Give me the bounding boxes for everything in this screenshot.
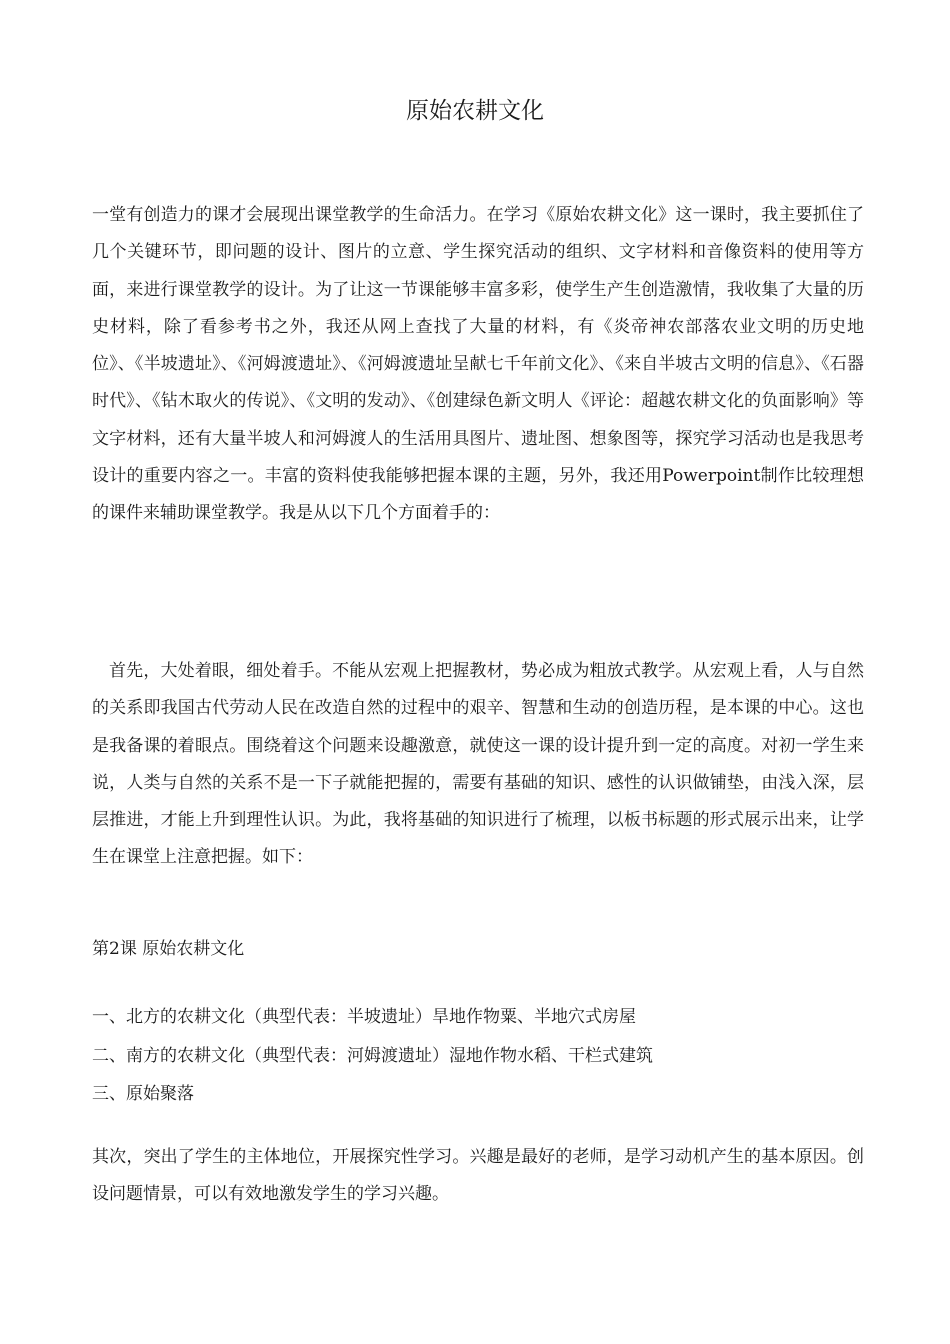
- lesson-heading: 第2课 原始农耕文化: [92, 939, 245, 959]
- document-title: 原始农耕文化: [406, 98, 544, 124]
- outline-item-2: 二、南方的农耕文化（典型代表：河姆渡遗址）湿地作物水稻、干栏式建筑: [92, 1045, 653, 1066]
- paragraph-second-point: 其次，突出了学生的主体地位，开展探究性学习。兴趣是最好的老师，是学习动机产生的基本原因。创设问题情景，可以有效地激发学生的学习兴趣。: [92, 1147, 864, 1205]
- outline-item-3: 三、原始聚落: [92, 1084, 194, 1104]
- lesson-outline: [92, 998, 653, 1114]
- paragraph-intro: 一堂有创造力的课才会展现出课堂教学的生命活力。在学习《原始农耕文化》这一课时，我主要抓住了几个关键环节，即问题的设计、图片的立意、学生探究活动的组织、文字材料和音像资料的使用等方面，来进行课堂教学的设计。为了让这一节课能够丰富多彩，使学生产生创造激情，我收集了大量的历史材料，除了看参考书之外，我还从网上查找了大量的材料，有《炎帝神农部落农业文明的历史地位》、《半坡遗址》、《河姆渡遗址》、《河姆渡遗址呈献七千年前文化》、《来自半坡古文明的信息》、《石器时代》、《钻木取火的传说》、《文明的发动》、《创建绿色新文明人《评论：超越农耕文化的负面影响》等文字材料，还有大量半坡人和河姆渡人的生活用具图片、遗址图、想象图等，探究学习活动也是我思考设计的重要内容之一。丰富的资料使我能够把握本课的主题，另外，我还用Powerpoint制作比较理想的课件来辅助课堂教学。我是从以下几个方面着手的：: [92, 205, 864, 524]
- outline-item-1: 一、北方的农耕文化（典型代表：半坡遗址）旱地作物粟、半地穴式房屋: [92, 1007, 636, 1027]
- paragraph-first-point: 首先，大处着眼，细处着手。不能从宏观上把握教材，势必成为粗放式教学。从宏观上看，人与自然的关系即我国古代劳动人民在改造自然的过程中的艰辛、智慧和生动的创造历程，是本课的中心。这也是我备课的着眼点。围绕着这个问题来设趣激意，就使这一课的设计提升到一定的高度。对初一学生来说，人类与自然的关系不是一下子就能把握的，需要有基础的知识、感性的认识做铺垫，由浅入深，层层推进，才能上升到理性认识。为此，我将基础的知识进行了梳理，以板书标题的形式展示出来，让学生在课堂上注意把握。如下：: [92, 661, 864, 868]
